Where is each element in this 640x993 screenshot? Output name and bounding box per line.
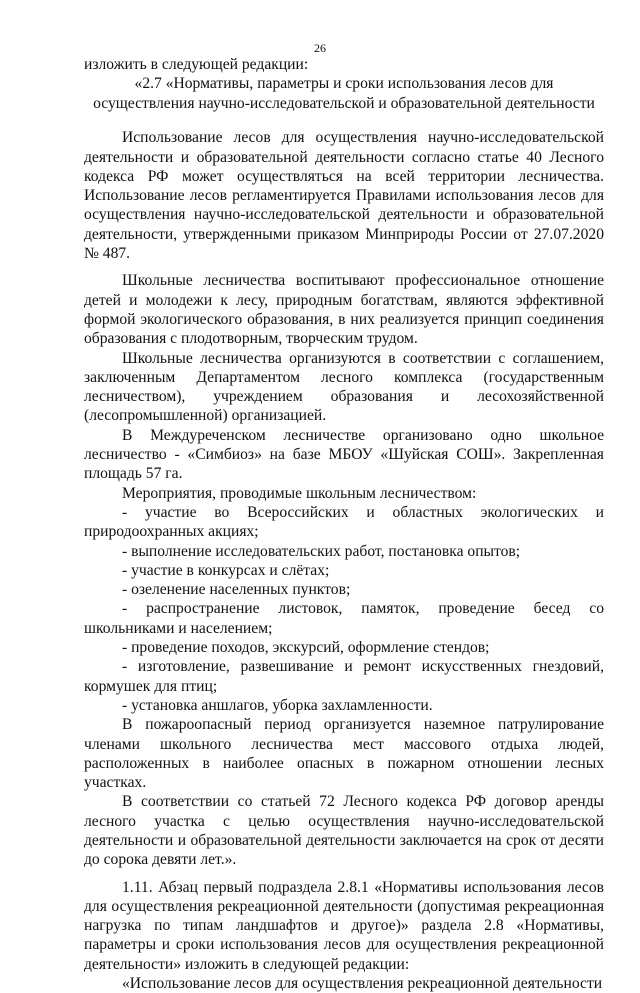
list-item: - озеленение населенных пунктов; (122, 581, 351, 599)
document-body (84, 55, 604, 993)
list-item: - проведение походов, экскурсий, оформление стендов; (122, 639, 490, 657)
paragraph-forest-use: Использование лесов для осуществления научно-исследовательской деятельности и образовательной деятельности согласно статье 40 Лесного кодекса РФ может осуществляться на всей территории лесничества. Использование лесов регламентируется Правилами использования лесов для осуществления научно-исследовательской деятельности и образовательной деятельности, утвержденными приказом Минприроды России от 27.07.2020 № 487. (84, 129, 604, 263)
page-number: 26 (314, 41, 326, 55)
paragraph-lease: В соответствии со статьей 72 Лесного кодекса РФ договор аренды лесного участка с целью осуществления научно-исследовательской деятельности и образовательной деятельности заключается на срок от десяти до сорока девяти лет.». (84, 793, 604, 869)
list-item: - распространение листовок, памяток, проведение бесед со школьниками и населением; (84, 600, 604, 637)
list-item: - изготовление, развешивание и ремонт искусственных гнездовий, кормушек для птиц; (84, 658, 604, 695)
paragraph-activities-intro: Мероприятия, проводимые школьным лесничеством: (122, 484, 477, 502)
paragraph-amendment: 1.11. Абзац первый подраздела 2.8.1 «Нормативы использования лесов для осуществления рекреационной деятельности (допустимая рекреационная нагрузка по типам ландшафтов и другое)» раздела 2.8 «Нормативы, параметры и сроки использования лесов для осуществления рекреационной деятельности» изложить в следующей редакции: (84, 878, 604, 973)
paragraph-simbioz: В Междуреченском лесничестве организовано одно школьное лесничество - «Симбиоз» на базе МБОУ «Шуйская СОШ». Закрепленная площадь 57 га. (84, 426, 604, 483)
final-line: «Использование лесов для осуществления рекреационной деятельности (122, 975, 603, 993)
list-item: - установка аншлагов, уборка захламленности. (122, 696, 433, 714)
intro-line: изложить в следующей редакции: (84, 56, 309, 73)
paragraph-school-forestry: Школьные лесничества воспитывают профессиональное отношение детей и молодежи к лесу, природным богатствам, являются эффективной формой экологического образования, в них реализуется принцип соединения образования с плодотворным, творческим трудом. (84, 272, 604, 348)
paragraph-organization: Школьные лесничества организуются в соответствии с соглашением, заключенным Департаментом лесного комплекса (государственным лесничеством), учреждением образования и лесохозяйственной (лесопромышленной) организацией. (84, 349, 604, 425)
section-heading: «2.7 «Нормативы, параметры и сроки использования лесов для осуществления научно-исследовательской и образовательной деятельности (93, 75, 595, 113)
paragraph-fire-patrol: В пожароопасный период организуется наземное патрулирование членами школьного лесничества мест массового отдыха людей, расположенных в наиболее опасных в пожарном отношении лесных участках. (84, 716, 604, 792)
list-item: - участие в конкурсах и слётах; (122, 561, 330, 579)
list-item: - участие во Всероссийских и областных экологических и природоохранных акциях; (84, 503, 604, 541)
list-item: - выполнение исследовательских работ, постановка опытов; (122, 542, 521, 560)
